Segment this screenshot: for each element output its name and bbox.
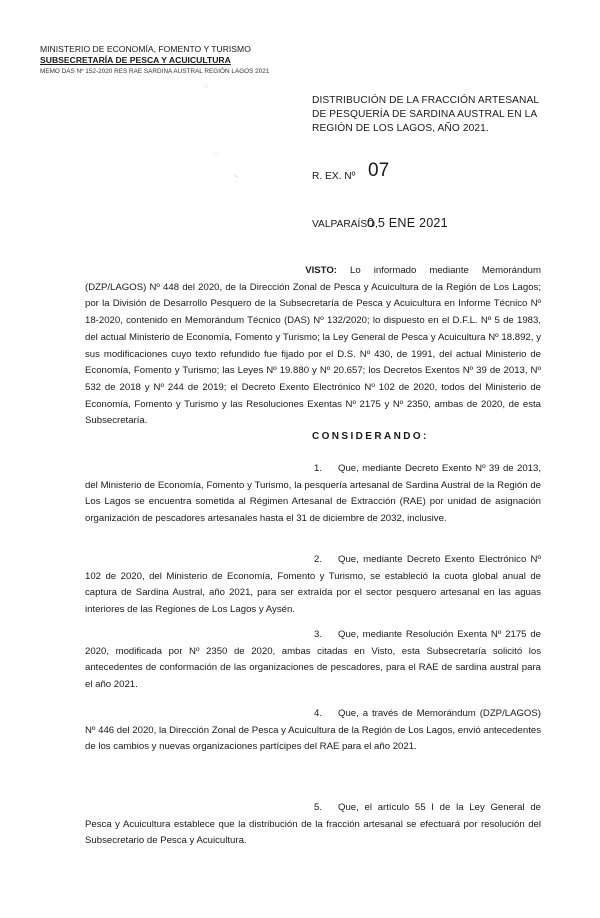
item-text: Que, mediante Decreto Exento Nº 39 de 2013, del Ministerio de Economía, Fomento y Turismo, la pesquería artesanal de Sardina Austral de la Región de Los Lagos se encuentra sometida al Régimen Artesanal de Extracción (RAE) por unidad de asignación organización de pescadores artesanales hasta el 31 de diciembre de 2032, inclusive. — [85, 463, 541, 525]
considerando-heading: CONSIDERANDO: — [312, 431, 429, 442]
item-text: Que, a través de Memorándum (DZP/LAGOS) Nº 446 del 2020, la Dirección Zonal de Pesca y Acuicultura de la Región de Los Lagos, envió antecedentes de los cambios y nuevas organizaciones partícipes del RAE para el año 2021. — [85, 708, 541, 753]
scan-speck: ·. — [234, 173, 238, 179]
resolution-number: 07 — [368, 160, 390, 181]
item-number: 2. — [313, 554, 322, 565]
considerando-item — [85, 627, 541, 694]
visto-label: VISTO: — [305, 265, 337, 276]
visto-section — [85, 263, 541, 430]
item-number: 1. — [313, 463, 322, 474]
item-number: 5. — [313, 802, 322, 813]
scan-speck: ·: — [204, 84, 208, 90]
subsecretaria-name: SUBSECRETARÍA DE PESCA Y ACUICULTURA — [40, 55, 231, 65]
memo-reference: MEMO DAS Nº 152-2020 RES RAE SARDINA AUSTRAL REGIÓN LAGOS 2021 — [40, 68, 270, 75]
considerando-item — [85, 552, 541, 619]
resolution-label: R. EX. Nº — [312, 171, 356, 182]
resolution-title: DISTRIBUCIÓN DE LA FRACCIÓN ARTESANAL DE PESQUERÍA DE SARDINA AUSTRAL EN LA REGIÓN DE LOS LAGOS, AÑO 2021. — [312, 95, 539, 134]
considerando-item — [85, 461, 541, 528]
item-text: Que, el artículo 55 I de la Ley General de Pesca y Acuicultura establece que la distribución de la fracción artesanal se efectuará por resolución del Subsecretario de Pesca y Acuicultura. — [85, 802, 541, 847]
item-number: 3. — [313, 629, 322, 640]
item-number: 4. — [313, 708, 322, 719]
item-text: Que, mediante Decreto Exento Electrónico Nº 102 de 2020, del Ministerio de Economía, Fomento y Turismo, se estableció la cuota global anual de captura de Sardina Austral, año 2021, para ser extraída por el sector pesquero artesanal en las aguas interiores de las Regiones de Los Lagos y Aysén. — [85, 554, 541, 616]
resolution-date-stamp: 0 5 ENE 2021 — [367, 216, 448, 230]
resolution-place: VALPARAÍSO, — [312, 219, 378, 230]
visto-text: Lo informado mediante Memorándum (DZP/LAGOS) Nº 448 del 2020, de la Dirección Zonal de Pesca y Acuicultura de la Región de Los Lagos; por la División de Desarrollo Pesquero de la Subsecretaría de Pesca y Acuicultura en Informe Técnico Nº 18-2020, contenido en Memorándum Técnico (DAS) Nº 132/2020; lo dispuesto en el D.F.L. Nº 5 de 1983, del actual Ministerio de Economía, Fomento y Turismo; la Ley General de Pesca y Acuicultura Nº 18.892, y sus modificaciones cuyo texto refundido fue fijado por el D.S. Nº 430, de 1991, del actual Ministerio de Economía, Fomento y Turismo; las Leyes Nº 19.880 y Nº 20.657; los Decretos Exentos Nº 39 de 2013, Nº 532 de 2018 y Nº 244 de 2019; el Decreto Exento Electrónico Nº 102 de 2020, todos del Ministerio de Economía, Fomento y Turismo y las Resoluciones Exentas Nº 2175 y Nº 2350, ambas de 2020, de esta Subsecretaría. — [85, 265, 542, 427]
letterhead — [40, 44, 300, 77]
scan-speck: · — [215, 151, 217, 157]
considerando-item — [85, 800, 541, 850]
item-text: Que, mediante Resolución Exenta Nº 2175 de 2020, modificada por Nº 2350 de 2020, ambas citadas en Visto, esta Subsecretaría solicitó los antecedentes de conformación de las organizaciones de pescadores, para el RAE de sardina austral para el año 2021. — [85, 629, 541, 691]
considerando-item — [85, 706, 541, 756]
ministry-name: MINISTERIO DE ECONOMÍA, FOMENTO Y TURISMO — [40, 44, 251, 54]
